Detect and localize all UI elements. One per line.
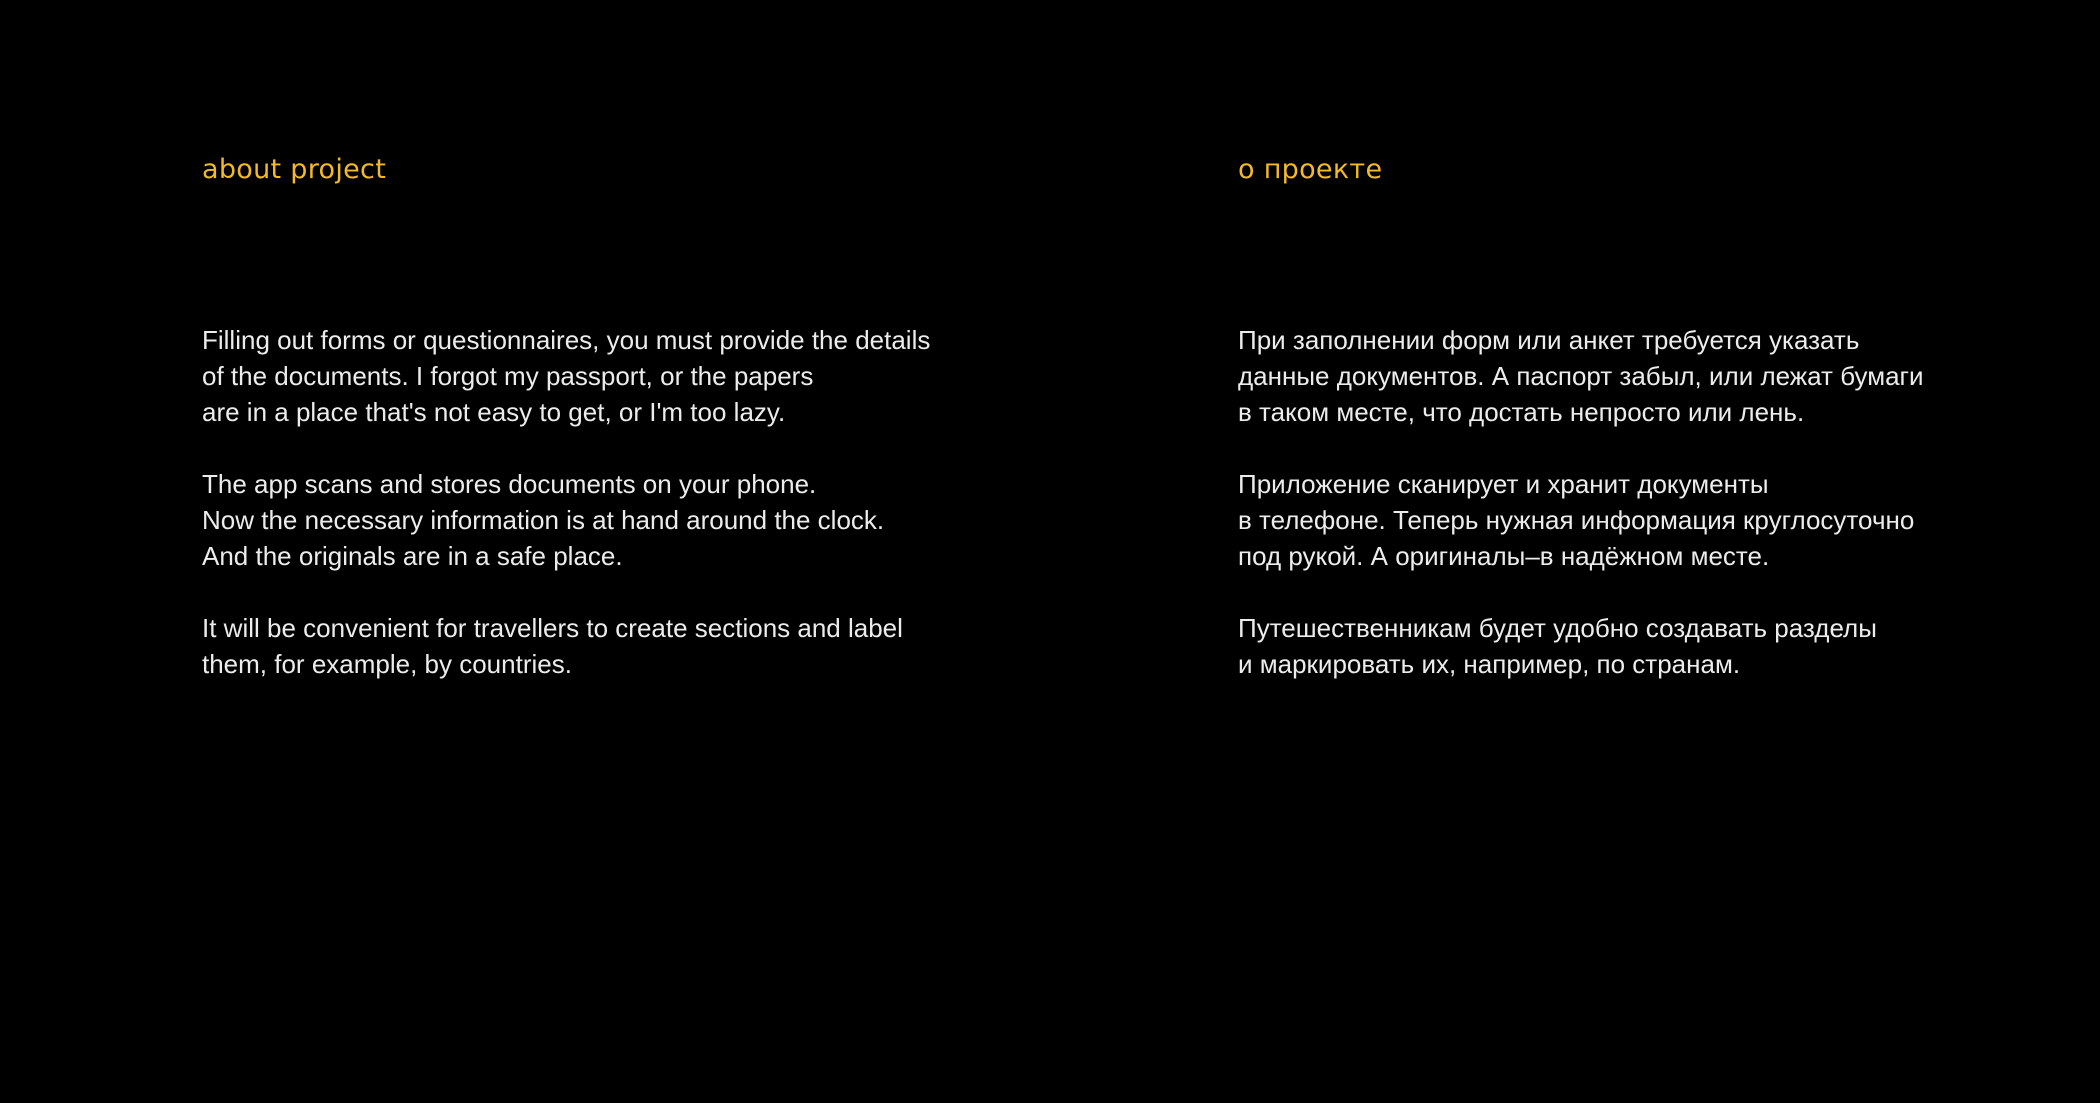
english-paragraph-problem (202, 322, 930, 430)
text-line: под рукой. А оригиналы–в надёжном месте. (1238, 541, 1770, 571)
text-line: of the documents. I forgot my passport, or the papers (202, 361, 814, 391)
text-line: При заполнении форм или анкет требуется указать (1238, 325, 1860, 355)
text-line: и маркировать их, например, по странам. (1238, 649, 1741, 679)
text-line: данные документов. А паспорт забыл, или лежат бумаги (1238, 361, 1924, 391)
text-line: them, for example, by countries. (202, 649, 572, 679)
russian-body (1238, 322, 1924, 718)
text-line: And the originals are in a safe place. (202, 541, 623, 571)
o-proekte-heading: о проекте (1238, 154, 1383, 185)
russian-paragraph-solution (1238, 466, 1924, 574)
text-line: It will be convenient for travellers to create sections and label (202, 613, 903, 643)
english-paragraph-solution (202, 466, 930, 574)
russian-paragraph-problem (1238, 322, 1924, 430)
text-line: в таком месте, что достать непросто или лень. (1238, 397, 1805, 427)
text-line: Now the necessary information is at hand around the clock. (202, 505, 885, 535)
text-line: Путешественникам будет удобно создавать разделы (1238, 613, 1877, 643)
text-line: are in a place that's not easy to get, or I'm too lazy. (202, 397, 786, 427)
english-paragraph-travellers (202, 610, 930, 682)
text-line: в телефоне. Теперь нужная информация круглосуточно (1238, 505, 1915, 535)
text-line: The app scans and stores documents on your phone. (202, 469, 817, 499)
about-project-heading: about project (202, 154, 387, 185)
russian-paragraph-travellers (1238, 610, 1924, 682)
english-body (202, 322, 930, 718)
text-line: Приложение сканирует и хранит документы (1238, 469, 1769, 499)
text-line: Filling out forms or questionnaires, you must provide the details (202, 325, 931, 355)
